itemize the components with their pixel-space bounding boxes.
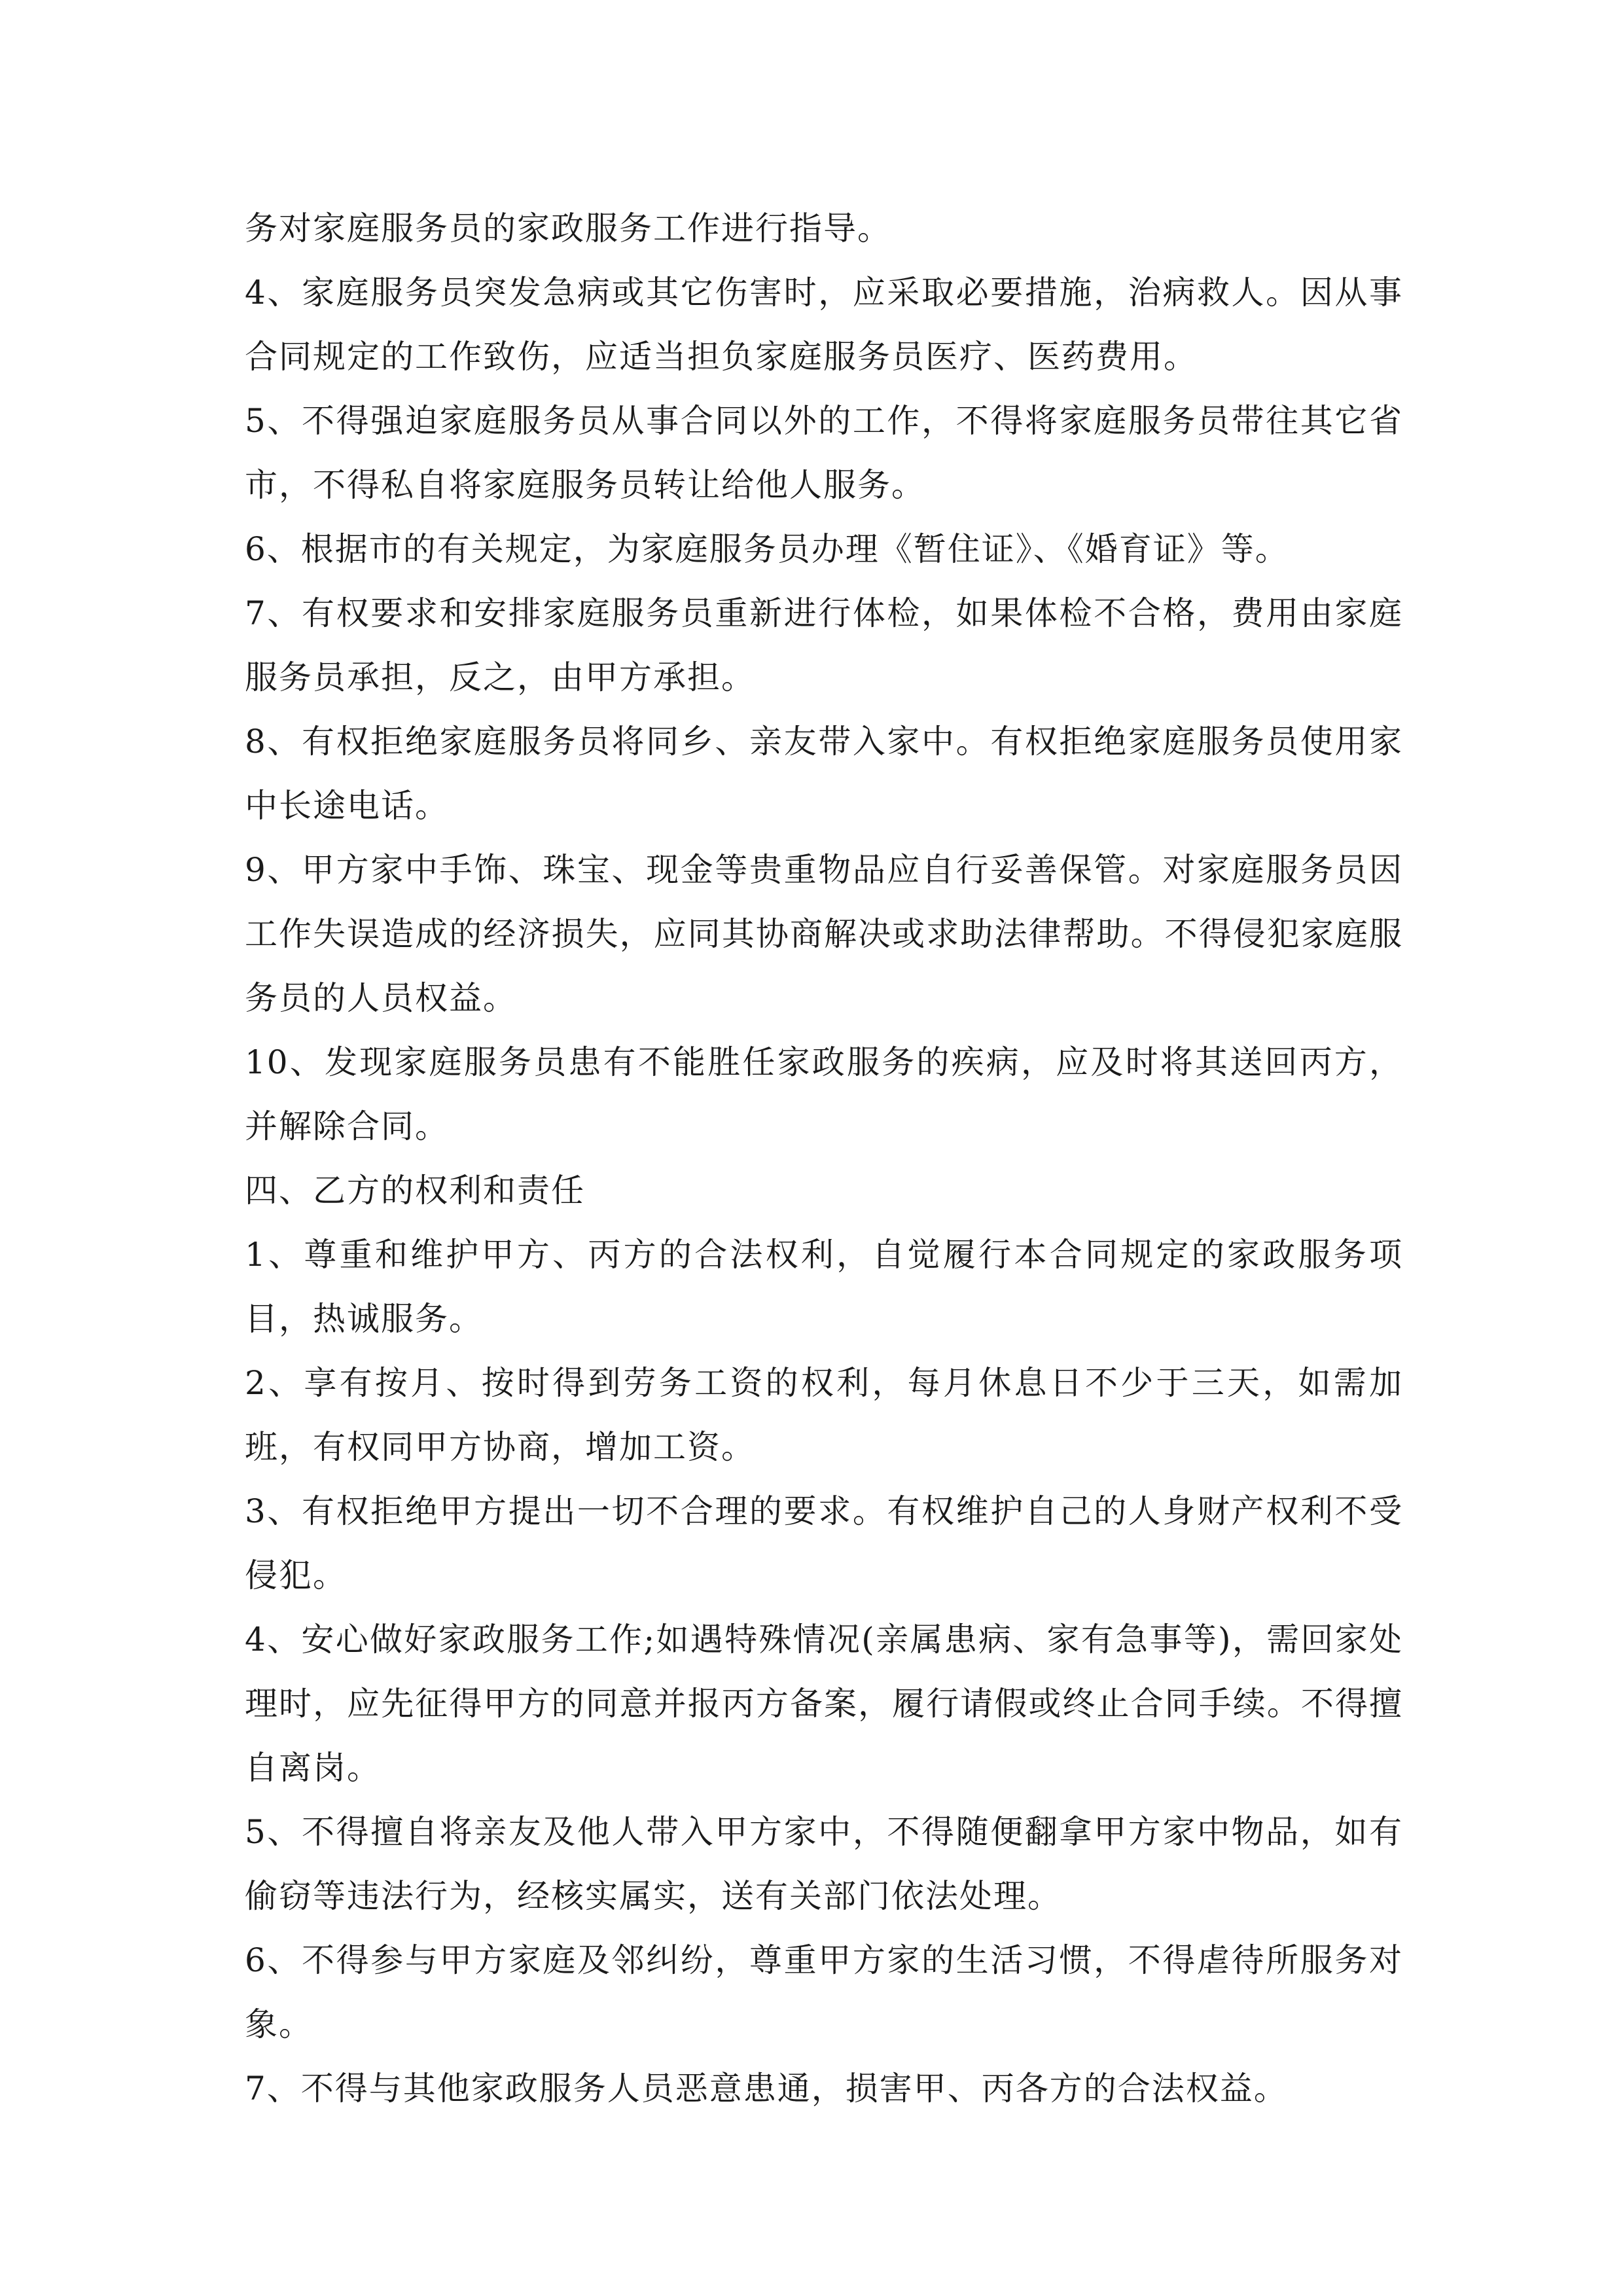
paragraph-item-6: 6、根据市的有关规定，为家庭服务员办理《暂住证》、《婚育证》等。 [245,530,1289,568]
document-body [245,196,1403,2121]
paragraph-continuation: 务对家庭服务员的家政服务工作进行指导。 [245,209,891,247]
paragraph-b-item-6: 6、不得参与甲方家庭及邻纠纷，尊重甲方家的生活习惯，不得虐待所服务对象。 [245,1941,1403,2043]
paragraph-b-item-3: 3、有权拒绝甲方提出一切不合理的要求。有权维护自己的人身财产权利不受侵犯。 [245,1492,1403,1594]
section-heading: 四、乙方的权利和责任 [245,1172,585,1210]
paragraph-b-item-7: 7、不得与其他家政服务人员恶意患通，损害甲、丙各方的合法权益。 [245,2070,1288,2108]
paragraph-item-8: 8、有权拒绝家庭服务员将同乡、亲友带入家中。有权拒绝家庭服务员使用家中长途电话。 [245,723,1403,825]
paragraph-item-9: 9、甲方家中手饰、珠宝、现金等贵重物品应自行妥善保管。对家庭服务员因工作失误造成的经济损失，应同其协商解决或求助法律帮助。不得侵犯家庭服务员的人员权益。 [245,851,1403,1017]
paragraph-item-7: 7、有权要求和安排家庭服务员重新进行体检，如果体检不合格，费用由家庭服务员承担，反之，由甲方承担。 [245,594,1403,696]
paragraph-b-item-2: 2、享有按月、按时得到劳务工资的权利，每月休息日不少于三天，如需加班，有权同甲方协商，增加工资。 [245,1364,1403,1466]
paragraph-b-item-4: 4、安心做好家政服务工作;如遇特殊情况(亲属患病、家有急事等)，需回家处理时，应先征得甲方的同意并报丙方备案，履行请假或终止合同手续。不得擅自离岗。 [245,1621,1403,1787]
paragraph-b-item-1: 1、尊重和维护甲方、丙方的合法权利，自觉履行本合同规定的家政服务项目，热诚服务。 [245,1236,1403,1338]
paragraph-item-4: 4、家庭服务员突发急病或其它伤害时，应采取必要措施，治病救人。因从事合同规定的工作致伤，应适当担负家庭服务员医疗、医药费用。 [245,274,1403,376]
paragraph-b-item-5: 5、不得擅自将亲友及他人带入甲方家中，不得随便翻拿甲方家中物品，如有偷窃等违法行为，经核实属实，送有关部门依法处理。 [245,1813,1403,1915]
paragraph-item-5: 5、不得强迫家庭服务员从事合同以外的工作，不得将家庭服务员带往其它省市，不得私自将家庭服务员转让给他人服务。 [245,402,1403,504]
paragraph-item-10: 10、发现家庭服务员患有不能胜任家政服务的疾病，应及时将其送回丙方，并解除合同。 [245,1043,1403,1145]
